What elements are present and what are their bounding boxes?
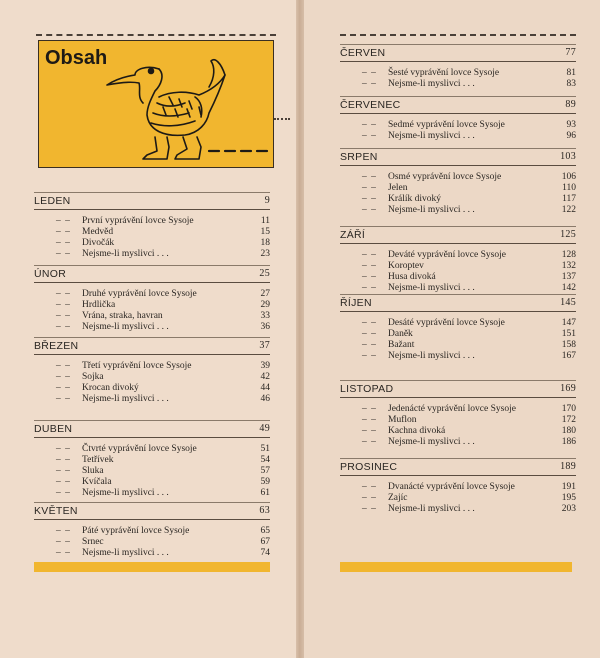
toc-entry[interactable] <box>340 318 576 329</box>
month-name: ŘÍJEN <box>340 297 372 309</box>
entry-title: Nejsme-li myslivci . . . <box>388 205 475 215</box>
toc-entries <box>340 243 576 294</box>
entry-title: Deváté vyprávění lovce Sysoje <box>388 250 506 260</box>
toc-section <box>340 44 576 90</box>
toc-month-heading[interactable] <box>340 380 576 395</box>
entry-title: Nejsme-li myslivci . . . <box>82 322 169 332</box>
entry-dash-marker: – – <box>362 68 377 78</box>
entry-page-number: 158 <box>561 340 576 350</box>
month-name: KVĚTEN <box>34 505 78 517</box>
toc-entry[interactable] <box>340 426 576 437</box>
entry-title: Šesté vyprávění lovce Sysoje <box>388 68 500 78</box>
entry-title: Čtvrté vyprávění lovce Sysoje <box>82 444 197 454</box>
entry-page-number: 147 <box>561 318 576 328</box>
toc-section <box>34 337 270 405</box>
entry-page-number: 18 <box>260 238 270 248</box>
toc-entry[interactable] <box>34 466 270 477</box>
toc-entries <box>340 165 576 216</box>
entry-dash-marker: – – <box>56 466 71 476</box>
toc-month-heading[interactable] <box>34 502 270 517</box>
entry-page-number: 195 <box>561 493 576 503</box>
toc-entry[interactable] <box>340 205 576 216</box>
toc-entries <box>34 519 270 559</box>
toc-month-heading[interactable] <box>34 265 270 280</box>
toc-entry[interactable] <box>34 444 270 455</box>
entry-dash-marker: – – <box>362 415 377 425</box>
entry-title: Osmé vyprávění lovce Sysoje <box>388 172 502 182</box>
entry-dash-marker: – – <box>56 322 71 332</box>
toc-entry[interactable] <box>340 340 576 351</box>
entry-title: První vyprávění lovce Sysoje <box>82 216 194 226</box>
entry-title: Kachna divoká <box>388 426 446 436</box>
toc-section <box>340 226 576 294</box>
entry-dash-marker: – – <box>56 455 71 465</box>
toc-entry[interactable] <box>34 289 270 300</box>
entry-title: Medvěd <box>82 227 114 237</box>
entry-page-number: 122 <box>561 205 576 215</box>
toc-section <box>34 192 270 260</box>
entry-title: Nejsme-li myslivci . . . <box>388 131 475 141</box>
toc-entry[interactable] <box>34 526 270 537</box>
toc-entry[interactable] <box>34 548 270 559</box>
entry-dash-marker: – – <box>56 537 71 547</box>
hero-dotted-trail <box>274 118 290 120</box>
toc-entries <box>340 397 576 448</box>
entry-dash-marker: – – <box>362 272 377 282</box>
top-dashed-rule-right <box>340 34 576 36</box>
entry-title: Nejsme-li myslivci . . . <box>82 488 169 498</box>
toc-entry[interactable] <box>340 482 576 493</box>
entry-dash-marker: – – <box>56 227 71 237</box>
entry-page-number: 51 <box>260 444 270 454</box>
toc-entry[interactable] <box>34 477 270 488</box>
entry-page-number: 74 <box>260 548 270 558</box>
month-page-number: 89 <box>565 99 576 110</box>
entry-title: Kvíčala <box>82 477 112 487</box>
toc-month-heading[interactable] <box>340 44 576 59</box>
entry-title: Sluka <box>82 466 104 476</box>
contents-title: Obsah <box>45 47 108 69</box>
month-page-number: 103 <box>560 151 576 162</box>
toc-month-heading[interactable] <box>340 96 576 111</box>
entry-page-number: 59 <box>260 477 270 487</box>
entry-title: Nejsme-li myslivci . . . <box>388 504 475 514</box>
entry-title: Nejsme-li myslivci . . . <box>388 351 475 361</box>
toc-entries <box>340 475 576 515</box>
entry-dash-marker: – – <box>362 482 377 492</box>
entry-page-number: 186 <box>561 437 576 447</box>
entry-title: Divočák <box>82 238 115 248</box>
entry-page-number: 128 <box>561 250 576 260</box>
entry-dash-marker: – – <box>362 261 377 271</box>
entry-title: Nejsme-li myslivci . . . <box>388 437 475 447</box>
toc-section <box>34 265 270 333</box>
month-name: PROSINEC <box>340 461 398 473</box>
toc-month-heading[interactable] <box>34 192 270 207</box>
toc-entry[interactable] <box>340 351 576 362</box>
entry-dash-marker: – – <box>362 340 377 350</box>
entry-page-number: 65 <box>260 526 270 536</box>
entry-title: Koroptev <box>388 261 424 271</box>
entry-dash-marker: – – <box>56 477 71 487</box>
entry-page-number: 11 <box>260 216 270 226</box>
toc-entries <box>34 282 270 333</box>
entry-page-number: 203 <box>561 504 576 514</box>
entry-page-number: 29 <box>260 300 270 310</box>
toc-month-heading[interactable] <box>340 226 576 241</box>
entry-dash-marker: – – <box>362 120 377 130</box>
entry-dash-marker: – – <box>56 361 71 371</box>
entry-dash-marker: – – <box>56 444 71 454</box>
entry-dash-marker: – – <box>56 526 71 536</box>
entry-page-number: 106 <box>561 172 576 182</box>
entry-dash-marker: – – <box>362 283 377 293</box>
toc-entry[interactable] <box>340 329 576 340</box>
entry-dash-marker: – – <box>362 205 377 215</box>
entry-title: Sedmé vyprávění lovce Sysoje <box>388 120 505 130</box>
entry-page-number: 36 <box>260 322 270 332</box>
toc-entry[interactable] <box>340 120 576 131</box>
entry-dash-marker: – – <box>56 249 71 259</box>
footer-accent-bar-left <box>34 562 270 572</box>
month-name: LISTOPAD <box>340 383 394 395</box>
toc-section <box>340 96 576 142</box>
entry-dash-marker: – – <box>362 172 377 182</box>
entry-page-number: 46 <box>260 394 270 404</box>
month-name: ZÁŘÍ <box>340 229 366 241</box>
entry-page-number: 67 <box>260 537 270 547</box>
toc-section <box>34 420 270 499</box>
toc-entry[interactable] <box>340 183 576 194</box>
month-page-number: 49 <box>259 423 270 434</box>
month-page-number: 125 <box>560 229 576 240</box>
entry-page-number: 27 <box>260 289 270 299</box>
entry-page-number: 15 <box>260 227 270 237</box>
month-name: ČERVENEC <box>340 99 401 111</box>
month-page-number: 169 <box>560 383 576 394</box>
entry-title: Bažant <box>388 340 415 350</box>
entry-title: Páté vyprávění lovce Sysoje <box>82 526 190 536</box>
toc-entry[interactable] <box>340 68 576 79</box>
book-gutter <box>296 0 304 658</box>
entry-page-number: 57 <box>260 466 270 476</box>
entry-page-number: 167 <box>561 351 576 361</box>
entry-page-number: 33 <box>260 311 270 321</box>
toc-entries <box>34 209 270 260</box>
entry-dash-marker: – – <box>56 488 71 498</box>
toc-section <box>340 458 576 515</box>
entry-title: Druhé vyprávění lovce Sysoje <box>82 289 197 299</box>
entry-dash-marker: – – <box>362 351 377 361</box>
month-name: DUBEN <box>34 423 73 435</box>
toc-entry[interactable] <box>34 322 270 333</box>
entry-page-number: 93 <box>566 120 576 130</box>
entry-dash-marker: – – <box>362 329 377 339</box>
toc-entry[interactable] <box>340 437 576 448</box>
toc-entry[interactable] <box>34 394 270 405</box>
entry-page-number: 117 <box>562 194 576 204</box>
entry-page-number: 39 <box>260 361 270 371</box>
toc-entry[interactable] <box>34 227 270 238</box>
entry-page-number: 132 <box>561 261 576 271</box>
toc-month-heading[interactable] <box>34 337 270 352</box>
toc-month-heading[interactable] <box>340 148 576 163</box>
entry-page-number: 42 <box>260 372 270 382</box>
entry-dash-marker: – – <box>56 383 71 393</box>
entry-page-number: 83 <box>566 79 576 89</box>
toc-month-heading[interactable] <box>340 294 576 309</box>
toc-entry[interactable] <box>34 383 270 394</box>
entry-dash-marker: – – <box>56 300 71 310</box>
entry-title: Hrdlička <box>82 300 116 310</box>
entry-dash-marker: – – <box>362 426 377 436</box>
entry-page-number: 142 <box>561 283 576 293</box>
toc-section <box>340 380 576 448</box>
toc-entry[interactable] <box>34 372 270 383</box>
toc-entry[interactable] <box>340 272 576 283</box>
month-name: ČERVEN <box>340 47 386 59</box>
entry-title: Jelen <box>388 183 408 193</box>
entry-dash-marker: – – <box>56 216 71 226</box>
toc-section <box>340 294 576 362</box>
entry-title: Daněk <box>388 329 413 339</box>
month-page-number: 63 <box>259 505 270 516</box>
month-page-number: 37 <box>259 340 270 351</box>
entry-title: Zajíc <box>388 493 408 503</box>
entry-dash-marker: – – <box>362 131 377 141</box>
entry-page-number: 170 <box>561 404 576 414</box>
toc-entry[interactable] <box>340 194 576 205</box>
entry-dash-marker: – – <box>56 372 71 382</box>
toc-entry[interactable] <box>340 493 576 504</box>
toc-entry[interactable] <box>340 172 576 183</box>
entry-title: Krocan divoký <box>82 383 139 393</box>
toc-entry[interactable] <box>34 238 270 249</box>
toc-entry[interactable] <box>34 488 270 499</box>
entry-page-number: 180 <box>561 426 576 436</box>
toc-entry[interactable] <box>340 79 576 90</box>
duck-decoy-illustration <box>39 41 275 169</box>
month-name: SRPEN <box>340 151 378 163</box>
toc-entry[interactable] <box>34 249 270 260</box>
entry-dash-marker: – – <box>362 183 377 193</box>
month-page-number: 9 <box>264 195 270 206</box>
entry-page-number: 151 <box>561 329 576 339</box>
entry-dash-marker: – – <box>56 289 71 299</box>
entry-page-number: 81 <box>566 68 576 78</box>
entry-dash-marker: – – <box>362 79 377 89</box>
toc-entry[interactable] <box>340 283 576 294</box>
toc-month-heading[interactable] <box>340 458 576 473</box>
entry-title: Nejsme-li myslivci . . . <box>82 548 169 558</box>
entry-dash-marker: – – <box>362 437 377 447</box>
toc-entry[interactable] <box>340 261 576 272</box>
entry-page-number: 61 <box>260 488 270 498</box>
entry-dash-marker: – – <box>362 404 377 414</box>
toc-entry[interactable] <box>34 537 270 548</box>
entry-title: Husa divoká <box>388 272 436 282</box>
footer-accent-bar-right <box>340 562 572 572</box>
toc-entry[interactable] <box>340 250 576 261</box>
entry-page-number: 23 <box>260 249 270 259</box>
entry-title: Jedenácté vyprávění lovce Sysoje <box>388 404 516 414</box>
entry-title: Nejsme-li myslivci . . . <box>82 394 169 404</box>
toc-entry[interactable] <box>34 361 270 372</box>
month-page-number: 77 <box>565 47 576 58</box>
entry-dash-marker: – – <box>56 548 71 558</box>
toc-entries <box>34 437 270 499</box>
toc-section <box>34 502 270 559</box>
month-page-number: 189 <box>560 461 576 472</box>
entry-dash-marker: – – <box>362 318 377 328</box>
toc-month-heading[interactable] <box>34 420 270 435</box>
toc-entry[interactable] <box>34 300 270 311</box>
entry-title: Tetřívek <box>82 455 114 465</box>
toc-entry[interactable] <box>340 504 576 515</box>
entry-title: Třetí vyprávění lovce Sysoje <box>82 361 192 371</box>
entry-title: Srnec <box>82 537 104 547</box>
toc-entry[interactable] <box>340 404 576 415</box>
toc-entry[interactable] <box>34 216 270 227</box>
entry-page-number: 96 <box>566 131 576 141</box>
entry-title: Vrána, straka, havran <box>82 311 163 321</box>
entry-title: Nejsme-li myslivci . . . <box>388 79 475 89</box>
toc-entries <box>34 354 270 405</box>
entry-dash-marker: – – <box>362 493 377 503</box>
entry-dash-marker: – – <box>362 504 377 514</box>
toc-entry[interactable] <box>34 455 270 466</box>
entry-title: Nejsme-li myslivci . . . <box>82 249 169 259</box>
entry-page-number: 110 <box>562 183 576 193</box>
entry-title: Dvanácté vyprávění lovce Sysoje <box>388 482 515 492</box>
entry-page-number: 172 <box>561 415 576 425</box>
top-dashed-rule-left <box>36 34 276 36</box>
entry-dash-marker: – – <box>56 311 71 321</box>
entry-dash-marker: – – <box>56 238 71 248</box>
entry-page-number: 44 <box>260 383 270 393</box>
entry-dash-marker: – – <box>362 250 377 260</box>
entry-page-number: 54 <box>260 455 270 465</box>
contents-header-box <box>38 40 274 168</box>
month-page-number: 145 <box>560 297 576 308</box>
entry-title: Desáté vyprávění lovce Sysoje <box>388 318 505 328</box>
entry-page-number: 137 <box>561 272 576 282</box>
toc-entry[interactable] <box>340 131 576 142</box>
toc-entry[interactable] <box>340 415 576 426</box>
month-name: LEDEN <box>34 195 71 207</box>
month-name: BŘEZEN <box>34 340 79 352</box>
entry-page-number: 191 <box>561 482 576 492</box>
entry-title: Sojka <box>82 372 104 382</box>
toc-entries <box>340 311 576 362</box>
entry-title: Nejsme-li myslivci . . . <box>388 283 475 293</box>
toc-entries <box>340 61 576 90</box>
entry-dash-marker: – – <box>56 394 71 404</box>
toc-entry[interactable] <box>34 311 270 322</box>
entry-dash-marker: – – <box>362 194 377 204</box>
entry-title: Muflon <box>388 415 417 425</box>
month-page-number: 25 <box>259 268 270 279</box>
month-name: ÚNOR <box>34 268 67 280</box>
toc-entries <box>340 113 576 142</box>
toc-section <box>340 148 576 216</box>
entry-title: Králík divoký <box>388 194 442 204</box>
